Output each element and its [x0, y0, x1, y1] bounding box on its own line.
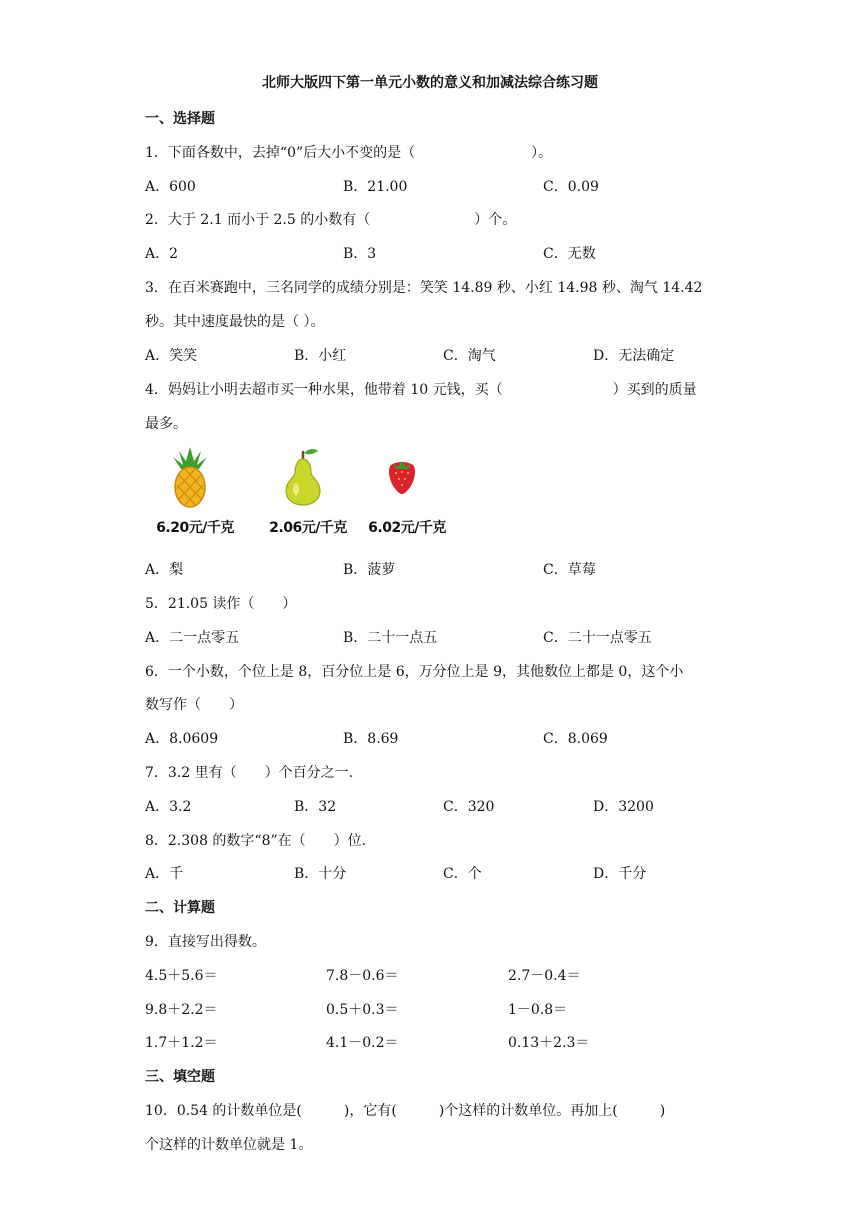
question-3-line-1: 3．在百米赛跑中，三名同学的成绩分别是：笑笑 14.89 秒、小红 14.98 秒、淘气 14.42	[145, 280, 703, 296]
fruit-item	[357, 445, 447, 536]
question-6-line-2: 数写作（ ）	[145, 697, 243, 713]
pear-icon	[278, 445, 328, 509]
option-a: A．笑笑	[145, 348, 198, 364]
option-b: B．菠萝	[343, 562, 396, 578]
option-b: B．8.69	[343, 731, 399, 747]
calc-item: 1－0.8＝	[508, 1002, 568, 1018]
fruit-item	[145, 445, 235, 536]
calc-item: 4.1－0.2＝	[326, 1035, 399, 1051]
fruit-price-list	[145, 445, 565, 545]
question-7-options	[145, 796, 725, 816]
question-10-line-2: 个这样的计数单位就是 1。	[145, 1137, 313, 1153]
question-3-options	[145, 345, 725, 365]
price-label: 6.20元/千克	[156, 520, 234, 536]
question-4-stem-start: 4．妈妈让小明去超市买一种水果，他带着 10 元钱，买（	[145, 382, 503, 398]
option-b: B．小红	[294, 348, 347, 364]
option-a: A．8.0609	[145, 731, 219, 747]
question-6-options	[145, 728, 725, 748]
pineapple-icon	[165, 445, 215, 509]
calc-item: 1.7＋1.2＝	[145, 1035, 218, 1051]
question-8-options	[145, 863, 725, 883]
section-heading-calculation: 二、计算题	[145, 900, 215, 916]
option-c: C．无数	[543, 246, 596, 262]
price-label: 6.02元/千克	[368, 520, 446, 536]
question-4-line-2: 最多。	[145, 416, 187, 432]
option-b: B．32	[294, 799, 337, 815]
page-title: 北师大版四下第一单元小数的意义和加减法综合练习题	[262, 75, 598, 91]
calc-item: 9.8＋2.2＝	[145, 1002, 218, 1018]
option-c: C．淘气	[443, 348, 496, 364]
fruit-item	[258, 445, 348, 536]
question-3-line-2: 秒。其中速度最快的是（ ）。	[145, 314, 325, 330]
option-d: D．3200	[593, 799, 654, 815]
question-4-line-1	[145, 379, 697, 399]
calc-item: 0.5＋0.3＝	[326, 1002, 399, 1018]
calc-item: 4.5＋5.6＝	[145, 968, 218, 984]
option-a: A．千	[145, 866, 184, 882]
option-c: C．草莓	[543, 562, 596, 578]
section-heading-choice: 一、选择题	[145, 111, 215, 127]
calc-item: 7.8－0.6＝	[326, 968, 399, 984]
option-a: A．梨	[145, 562, 184, 578]
strawberry-icon	[377, 445, 427, 509]
option-b: B．3	[343, 246, 377, 262]
question-1	[145, 142, 552, 162]
option-c: C．8.069	[543, 731, 608, 747]
calc-item: 0.13＋2.3＝	[508, 1035, 590, 1051]
option-b: B．21.00	[343, 179, 408, 195]
option-a: A．600	[145, 179, 196, 195]
question-2	[145, 209, 516, 229]
option-a: A．3.2	[145, 799, 192, 815]
question-8: 8．2.308 的数字“8”在（ ）位.	[145, 833, 367, 849]
option-d: D．千分	[593, 866, 647, 882]
question-7: 7．3.2 里有（ ）个百分之一.	[145, 765, 354, 781]
question-1-stem-end: ）。	[531, 145, 553, 161]
option-c: C．二十一点零五	[543, 630, 652, 646]
section-heading-fill-in: 三、填空题	[145, 1069, 215, 1085]
option-c: C．320	[443, 799, 495, 815]
question-1-options	[145, 176, 725, 196]
calc-item: 2.7－0.4＝	[508, 968, 581, 984]
question-10-line-1: 10．0.54 的计数单位是( )，它有( )个这样的计数单位。再加上( )	[145, 1103, 666, 1119]
question-2-stem-end: ）个。	[474, 212, 517, 228]
question-2-stem-start: 2．大于 2.1 而小于 2.5 的小数有（	[145, 212, 371, 228]
option-c: C．0.09	[543, 179, 599, 195]
option-a: A．2	[145, 246, 179, 262]
question-1-stem-start: 1．下面各数中，去掉“0”后大小不变的是（	[145, 145, 416, 161]
question-4-options	[145, 559, 725, 579]
question-5: 5．21.05 读作（ ）	[145, 596, 297, 612]
option-a: A．二一点零五	[145, 630, 240, 646]
option-b: B．二十一点五	[343, 630, 438, 646]
question-5-options	[145, 627, 725, 647]
option-b: B．十分	[294, 866, 347, 882]
option-c: C．个	[443, 866, 482, 882]
question-9: 9．直接写出得数。	[145, 934, 266, 950]
question-4-stem-end: ）买到的质量	[612, 382, 697, 398]
option-d: D．无法确定	[593, 348, 675, 364]
question-6-line-1: 6．一个小数，个位上是 8，百分位上是 6，万分位上是 9，其他数位上都是 0，这个小	[145, 664, 684, 680]
price-label: 2.06元/千克	[269, 520, 347, 536]
question-2-options	[145, 243, 725, 263]
